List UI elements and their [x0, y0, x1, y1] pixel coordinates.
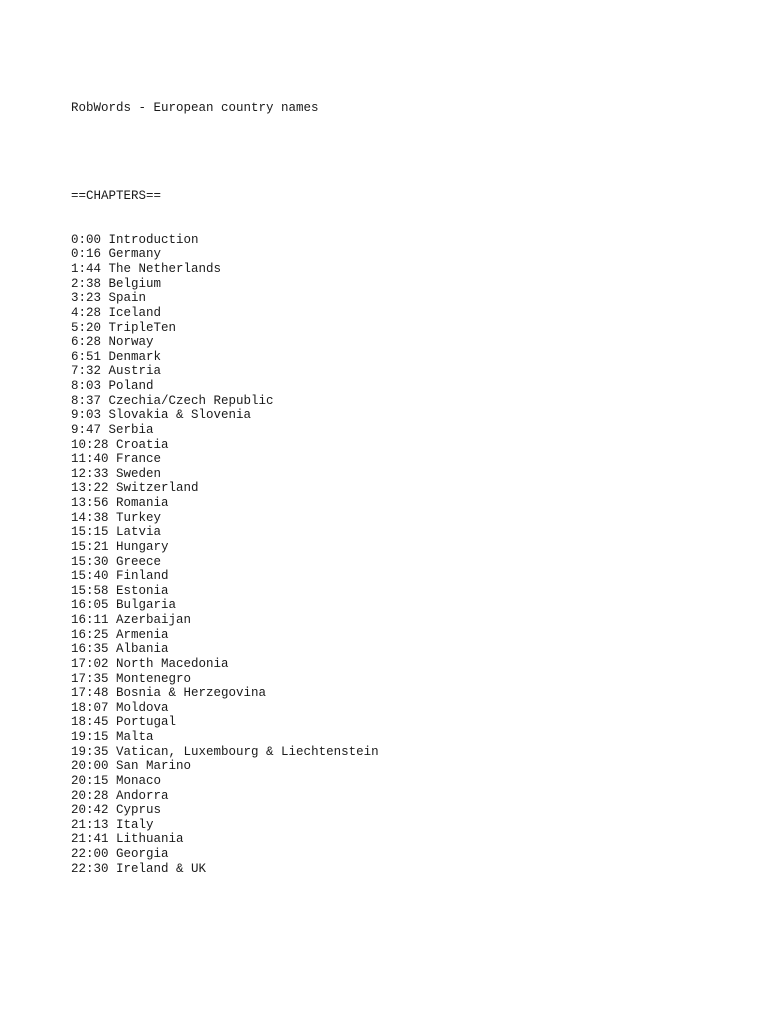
chapter-title: Czechia/Czech Republic [108, 393, 274, 408]
chapter-line [71, 233, 379, 248]
chapter-line [71, 247, 379, 262]
chapter-title: Serbia [108, 422, 154, 437]
chapter-title: Italy [116, 817, 154, 832]
chapter-timestamp: 9:47 [71, 422, 102, 437]
chapter-line [71, 745, 379, 760]
chapter-title: Montenegro [116, 671, 192, 686]
chapter-title: The Netherlands [108, 262, 222, 277]
chapter-line [71, 277, 379, 292]
chapter-title: Cyprus [116, 803, 162, 818]
chapter-title: San Marino [116, 759, 192, 774]
chapter-title: Finland [116, 569, 169, 584]
chapter-title: Georgia [116, 847, 169, 862]
chapter-timestamp: 5:20 [71, 320, 102, 335]
chapter-timestamp: 20:00 [71, 759, 109, 774]
chapter-line [71, 452, 379, 467]
chapter-line [71, 350, 379, 365]
chapter-line [71, 467, 379, 482]
chapter-timestamp: 7:32 [71, 364, 102, 379]
chapter-line [71, 555, 379, 570]
chapter-line [71, 818, 379, 833]
chapter-title: North Macedonia [116, 656, 229, 671]
chapter-line [71, 306, 379, 321]
chapter-line [71, 394, 379, 409]
chapter-title: Estonia [116, 583, 169, 598]
chapter-line [71, 525, 379, 540]
chapter-title: Slovakia & Slovenia [108, 408, 252, 423]
chapter-line [71, 540, 379, 555]
chapter-line [71, 496, 379, 511]
blank-line [71, 145, 379, 160]
chapter-title: Moldova [116, 700, 169, 715]
chapter-line [71, 642, 379, 657]
chapter-timestamp: 0:00 [71, 232, 102, 247]
chapter-timestamp: 0:16 [71, 247, 102, 262]
chapter-line [71, 291, 379, 306]
chapter-line [71, 715, 379, 730]
chapter-line [71, 730, 379, 745]
chapter-timestamp: 22:30 [71, 861, 109, 876]
chapter-title: Ireland & UK [116, 861, 207, 876]
chapter-list [71, 233, 379, 877]
chapter-line [71, 832, 379, 847]
chapter-title: Sweden [116, 466, 162, 481]
chapter-timestamp: 18:45 [71, 715, 109, 730]
chapter-title: Romania [116, 496, 169, 511]
chapter-line [71, 423, 379, 438]
chapter-timestamp: 22:00 [71, 847, 109, 862]
chapter-timestamp: 16:25 [71, 627, 109, 642]
chapter-timestamp: 13:56 [71, 496, 109, 511]
chapter-timestamp: 15:21 [71, 539, 109, 554]
chapters-heading: ==CHAPTERS== [71, 188, 162, 203]
chapter-line [71, 701, 379, 716]
chapter-title: Belgium [108, 276, 162, 291]
chapter-line [71, 321, 379, 336]
chapter-timestamp: 8:37 [71, 393, 102, 408]
chapter-line [71, 569, 379, 584]
chapter-title: Switzerland [116, 481, 199, 496]
chapter-title: Malta [116, 730, 154, 745]
chapter-title: TripleTen [108, 320, 177, 335]
chapter-timestamp: 15:30 [71, 554, 109, 569]
chapter-title: Armenia [116, 627, 169, 642]
chapter-timestamp: 15:58 [71, 583, 109, 598]
chapter-title: Austria [108, 364, 162, 379]
chapter-title: France [116, 452, 162, 467]
chapter-line [71, 789, 379, 804]
chapter-timestamp: 17:02 [71, 656, 109, 671]
chapter-line [71, 759, 379, 774]
chapter-title: Vatican, Luxembourg & Liechtenstein [116, 744, 379, 759]
chapter-line [71, 408, 379, 423]
chapter-line [71, 438, 379, 453]
chapter-line [71, 364, 379, 379]
chapter-title: Lithuania [116, 832, 184, 847]
chapter-line [71, 262, 379, 277]
chapter-title: Andorra [116, 788, 169, 803]
chapter-timestamp: 19:35 [71, 744, 109, 759]
chapter-line [71, 628, 379, 643]
chapter-title: Croatia [116, 437, 169, 452]
chapter-line [71, 335, 379, 350]
chapter-timestamp: 16:35 [71, 642, 109, 657]
chapter-line [71, 481, 379, 496]
chapter-timestamp: 14:38 [71, 510, 109, 525]
chapter-title: Bosnia & Herzegovina [116, 686, 267, 701]
chapter-timestamp: 12:33 [71, 466, 109, 481]
chapter-timestamp: 15:40 [71, 569, 109, 584]
chapter-title: Poland [108, 379, 154, 394]
chapter-line [71, 511, 379, 526]
chapter-title: Germany [108, 247, 162, 262]
chapter-timestamp: 6:28 [71, 335, 102, 350]
chapter-timestamp: 16:11 [71, 613, 109, 628]
chapter-timestamp: 18:07 [71, 700, 109, 715]
chapter-line [71, 613, 379, 628]
chapter-title: Monaco [116, 773, 162, 788]
chapter-title: Spain [108, 291, 147, 306]
chapter-timestamp: 1:44 [71, 262, 102, 277]
chapter-timestamp: 17:35 [71, 671, 109, 686]
chapter-title: Iceland [108, 305, 162, 320]
chapter-title: Albania [116, 642, 169, 657]
chapter-timestamp: 20:15 [71, 773, 109, 788]
chapter-timestamp: 3:23 [71, 291, 102, 306]
chapter-line [71, 847, 379, 862]
chapter-timestamp: 9:03 [71, 408, 102, 423]
chapter-timestamp: 17:48 [71, 686, 109, 701]
chapter-title: Denmark [108, 349, 162, 364]
chapter-line [71, 862, 379, 877]
chapter-line [71, 803, 379, 818]
chapter-timestamp: 21:13 [71, 817, 109, 832]
document-page [71, 72, 379, 891]
chapter-title: Azerbaijan [116, 613, 192, 628]
chapter-line [71, 598, 379, 613]
chapter-line [71, 379, 379, 394]
chapter-line [71, 672, 379, 687]
chapter-timestamp: 11:40 [71, 452, 109, 467]
chapter-timestamp: 10:28 [71, 437, 109, 452]
chapter-timestamp: 4:28 [71, 305, 102, 320]
chapter-timestamp: 6:51 [71, 349, 102, 364]
chapter-line [71, 774, 379, 789]
chapter-timestamp: 16:05 [71, 598, 109, 613]
chapter-timestamp: 20:28 [71, 788, 109, 803]
chapter-timestamp: 19:15 [71, 730, 109, 745]
chapter-line [71, 686, 379, 701]
chapter-title: Turkey [116, 510, 162, 525]
chapter-timestamp: 8:03 [71, 379, 102, 394]
chapter-title: Hungary [116, 539, 169, 554]
chapter-title: Bulgaria [116, 598, 177, 613]
chapter-timestamp: 21:41 [71, 832, 109, 847]
chapter-title: Greece [116, 554, 162, 569]
chapter-timestamp: 2:38 [71, 276, 102, 291]
document-title: RobWords - European country names [71, 101, 319, 116]
chapter-title: Latvia [116, 525, 162, 540]
chapter-line [71, 584, 379, 599]
chapter-timestamp: 13:22 [71, 481, 109, 496]
chapter-timestamp: 20:42 [71, 803, 109, 818]
chapter-timestamp: 15:15 [71, 525, 109, 540]
chapter-title: Portugal [116, 715, 177, 730]
chapter-title: Introduction [108, 232, 199, 247]
chapter-line [71, 657, 379, 672]
chapter-title: Norway [108, 335, 154, 350]
